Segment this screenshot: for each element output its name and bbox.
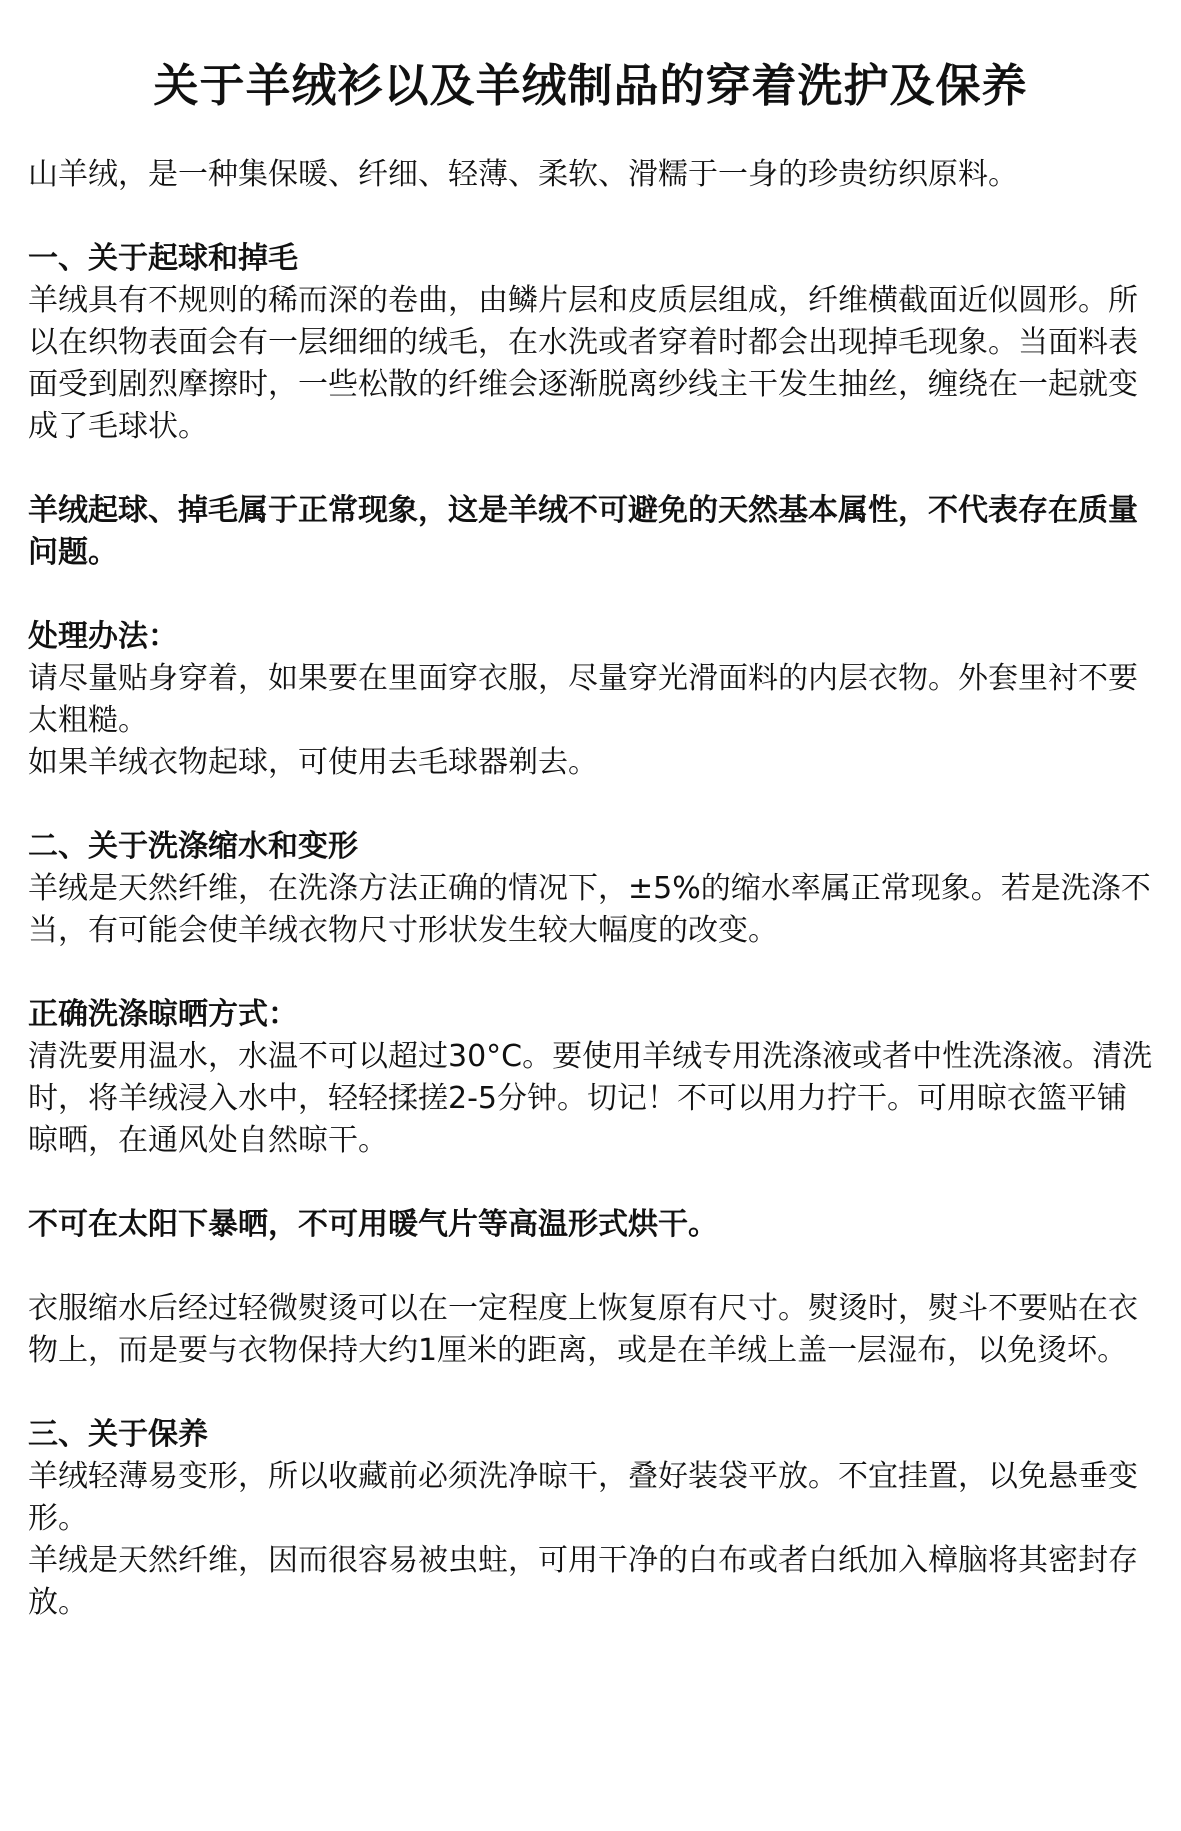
solution-heading: 处理办法：: [28, 619, 178, 654]
ironing-paragraph: 衣服缩水后经过轻微熨烫可以在一定程度上恢复原有尺寸。熨烫时，熨斗不要贴在衣物上，而是要与衣物保持大约1厘米的距离，或是在羊绒上盖一层湿布，以免烫坏。: [28, 1291, 1138, 1368]
article-body: [28, 154, 1153, 1624]
section-3-heading: 三、关于保养: [28, 1417, 208, 1452]
wash-method-heading: 正确洗涤晾晒方式：: [28, 997, 298, 1032]
solution-paragraph-2: 如果羊绒衣物起球，可使用去毛球器剃去。: [28, 745, 598, 780]
section-3-body-1: 羊绒轻薄易变形，所以收藏前必须洗净晾干，叠好装袋平放。不宜挂置，以免悬垂变形。: [28, 1459, 1138, 1536]
section-3-body-2: 羊绒是天然纤维，因而很容易被虫蛀，可用干净的白布或者白纸加入樟脑将其密封存放。: [28, 1543, 1138, 1620]
solution-paragraph-1: 请尽量贴身穿着，如果要在里面穿衣服，尽量穿光滑面料的内层衣物。外套里衬不要太粗糙。: [28, 661, 1138, 738]
section-1-body: 羊绒具有不规则的稀而深的卷曲，由鳞片层和皮质层组成，纤维横截面近似圆形。所以在织物表面会有一层细细的绒毛，在水洗或者穿着时都会出现掉毛现象。当面料表面受到剧烈摩擦时，一些松散的纤维会逐渐脱离纱线主干发生抽丝，缠绕在一起就变成了毛球状。: [28, 283, 1138, 444]
section-2-heading: 二、关于洗涤缩水和变形: [28, 829, 358, 864]
intro-paragraph: 山羊绒，是一种集保暖、纤细、轻薄、柔软、滑糯于一身的珍贵纺织原料。: [28, 157, 1018, 192]
section-2-body: 羊绒是天然纤维，在洗涤方法正确的情况下，±5%的缩水率属正常现象。若是洗涤不当，有可能会使羊绒衣物尺寸形状发生较大幅度的改变。: [28, 871, 1151, 948]
wash-method-body: 清洗要用温水，水温不可以超过30°C。要使用羊绒专用洗涤液或者中性洗涤液。清洗时，将羊绒浸入水中，轻轻揉搓2-5分钟。切记！不可以用力拧干。可用晾衣篮平铺晾晒，在通风处自然晾干。: [28, 1039, 1153, 1158]
section-1-note: 羊绒起球、掉毛属于正常现象，这是羊绒不可避免的天然基本属性，不代表存在质量问题。: [28, 493, 1138, 570]
page-title: 关于羊绒衫以及羊绒制品的穿着洗护及保养: [153, 59, 1028, 112]
section-1-heading: 一、关于起球和掉毛: [28, 241, 298, 276]
drying-warning: 不可在太阳下暴晒，不可用暖气片等高温形式烘干。: [28, 1207, 718, 1242]
